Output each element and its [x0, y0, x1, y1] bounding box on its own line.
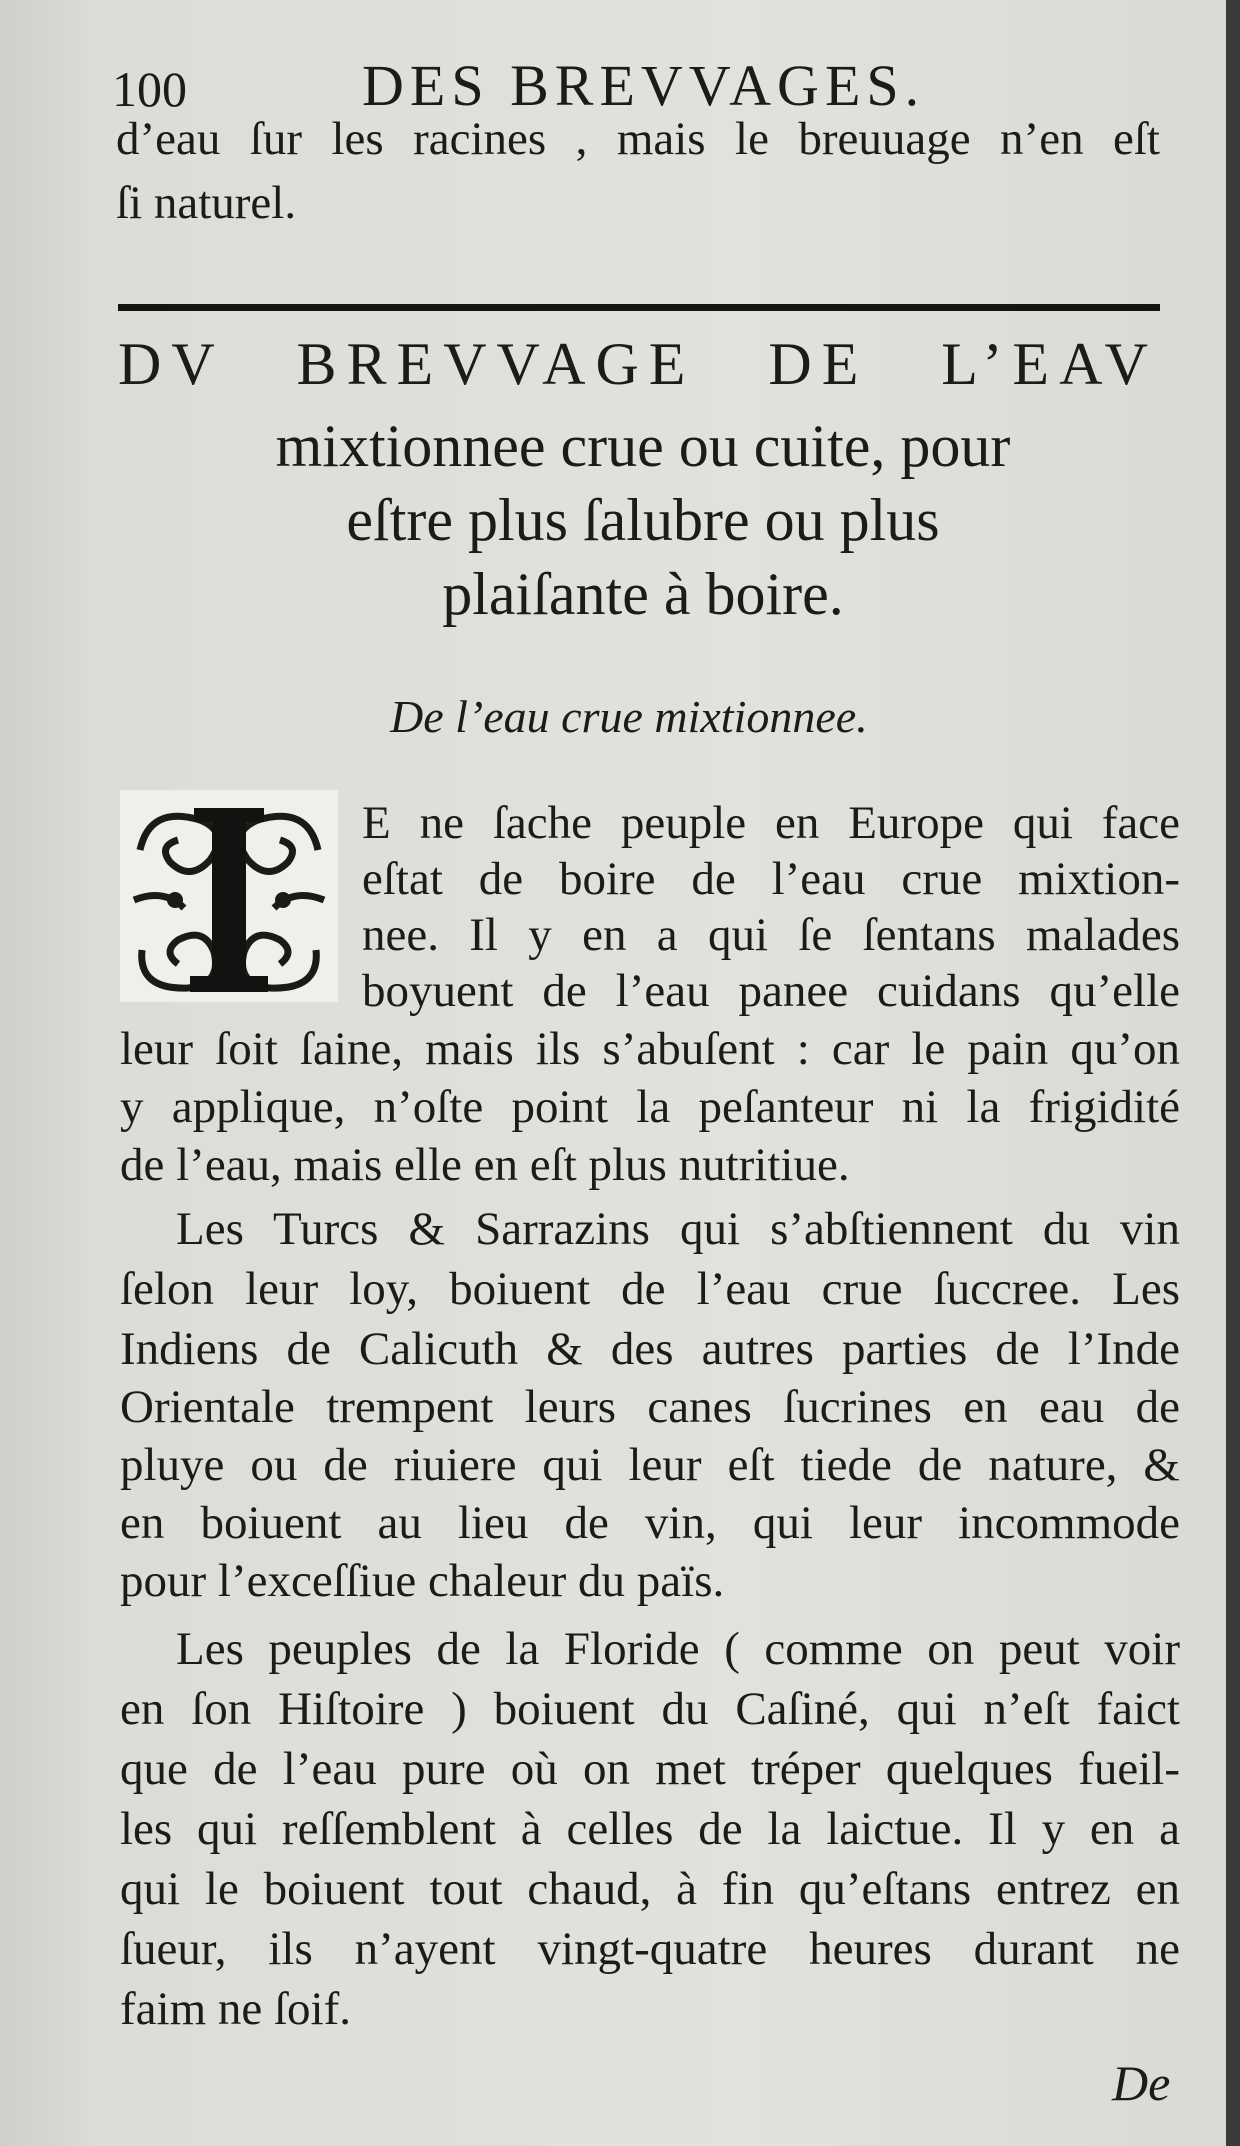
catchword: De	[1112, 2055, 1171, 2111]
running-title: DES BREVVAGES.	[362, 53, 926, 118]
section-divider-rule	[118, 304, 1160, 311]
paragraph-line: ſueur, ils n’ayent vingt-quatre heures durant ne	[120, 1923, 1180, 1975]
paragraph-line: les qui reſſemblent à celles de la laictue. Il y en a	[120, 1803, 1180, 1855]
paragraph-line: ſelon leur loy, boiuent de l’eau crue ſuccree. Les	[120, 1263, 1180, 1315]
paragraph-line: eſtat de boire de l’eau crue mixtion-	[362, 853, 1180, 905]
paragraph-line: leur ſoit ſaine, mais ils s’abuſent : car le pain qu’on	[120, 1023, 1180, 1075]
chapter-title-line: plaiſante à boire.	[442, 561, 844, 627]
paragraph-line: en ſon Hiſtoire ) boiuent du Caſiné, qui n’eſt faict	[120, 1683, 1180, 1735]
carryover-line: ſi naturel.	[116, 177, 297, 229]
section-subheading: De l’eau crue mixtionnee.	[390, 691, 868, 742]
paragraph-line: Les peuples de la Floride ( comme on peut voir	[176, 1623, 1180, 1675]
paragraph-line: pour l’exceſſiue chaleur du païs.	[120, 1555, 725, 1607]
paragraph-line: en boiuent au lieu de vin, qui leur incommode	[120, 1497, 1180, 1549]
paragraph-line: y applique, n’oſte point la peſanteur ni la frigidité	[120, 1081, 1180, 1133]
book-spine-edge	[1226, 0, 1240, 2146]
paragraph-line: de l’eau, mais elle en eſt plus nutritiue.	[120, 1139, 850, 1191]
paragraph-line: qui le boiuent tout chaud, à fin qu’eſtans entrez en	[120, 1863, 1180, 1915]
page-header	[112, 46, 1172, 116]
chapter-title-line: DV BREVVAGE DE L’EAV	[118, 331, 1158, 397]
ornamental-initial-letter	[120, 790, 338, 1002]
paragraph-line: nee. Il y en a qui ſe ſentans malades	[362, 909, 1180, 961]
paragraph-line: E ne ſache peuple en Europe qui face	[362, 797, 1180, 849]
chapter-title-line: eſtre plus ſalubre ou plus	[346, 487, 940, 553]
paragraph-line: faim ne ſoif.	[120, 1983, 352, 2035]
chapter-title-line: mixtionnee crue ou cuite, pour	[275, 413, 1011, 479]
page-number: 100	[112, 61, 187, 117]
paragraph-line: que de l’eau pure où on met tréper quelques fueil-	[120, 1743, 1180, 1795]
paragraph-line: pluye ou de riuiere qui leur eſt tiede de nature, &	[120, 1439, 1180, 1491]
paragraph-line: Les Turcs & Sarrazins qui s’abſtiennent du vin	[176, 1203, 1180, 1255]
paragraph-line: Indiens de Calicuth & des autres parties de l’Inde	[120, 1323, 1180, 1375]
carryover-line: d’eau ſur les racines , mais le breuuage n’en eſt	[116, 113, 1160, 165]
ornamental-initial-icon	[120, 790, 338, 1002]
paragraph-line: boyuent de l’eau panee cuidans qu’elle	[362, 965, 1180, 1017]
paragraph-line: Orientale trempent leurs canes ſucrines en eau de	[120, 1381, 1180, 1433]
